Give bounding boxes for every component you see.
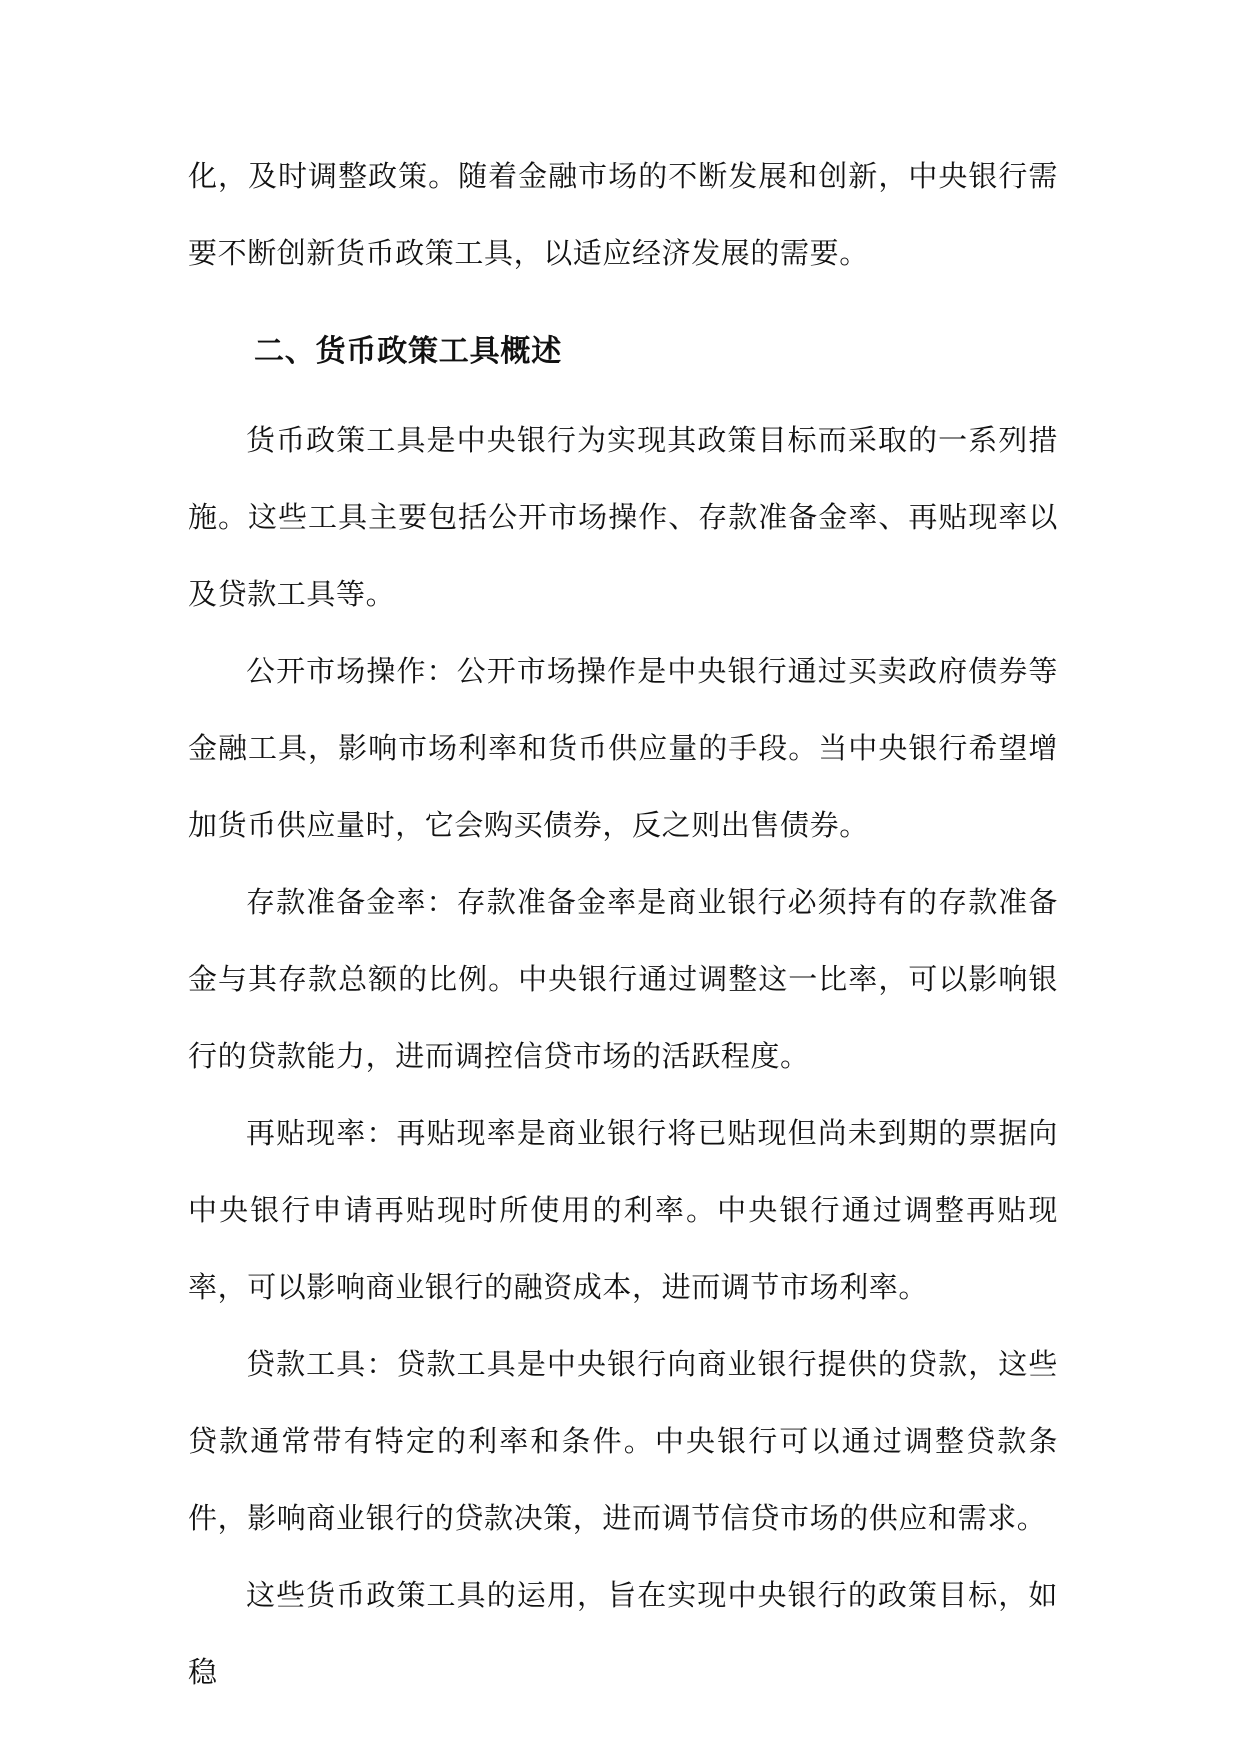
paragraph-reserve-requirement: 存款准备金率：存款准备金率是商业银行必须持有的存款准备金与其存款总额的比例。中央银行通过调整这一比率，可以影响银行的贷款能力，进而调控信贷市场的活跃程度。 <box>188 885 1058 1073</box>
intro-paragraph: 化，及时调整政策。随着金融市场的不断发展和创新，中央银行需要不断创新货币政策工具，以适应经济发展的需要。 <box>188 159 1058 270</box>
document-page <box>188 138 1058 1711</box>
paragraph-rediscount-rate: 再贴现率：再贴现率是商业银行将已贴现但尚未到期的票据向中央银行申请再贴现时所使用的利率。中央银行通过调整再贴现率，可以影响商业银行的融资成本，进而调节市场利率。 <box>188 1116 1058 1304</box>
paragraph-conclusion: 这些货币政策工具的运用，旨在实现中央银行的政策目标，如稳 <box>188 1578 1058 1689</box>
section-heading: 二、货币政策工具概述 <box>254 334 562 369</box>
paragraph-overview: 货币政策工具是中央银行为实现其政策目标而采取的一系列措施。这些工具主要包括公开市场操作、存款准备金率、再贴现率以及贷款工具等。 <box>188 423 1058 611</box>
paragraph-lending-tools: 贷款工具：贷款工具是中央银行向商业银行提供的贷款，这些贷款通常带有特定的利率和条件。中央银行可以通过调整贷款条件，影响商业银行的贷款决策，进而调节信贷市场的供应和需求。 <box>188 1347 1058 1535</box>
paragraph-open-market-operations: 公开市场操作：公开市场操作是中央银行通过买卖政府债券等金融工具，影响市场利率和货币供应量的手段。当中央银行希望增加货币供应量时，它会购买债券，反之则出售债券。 <box>188 654 1058 842</box>
